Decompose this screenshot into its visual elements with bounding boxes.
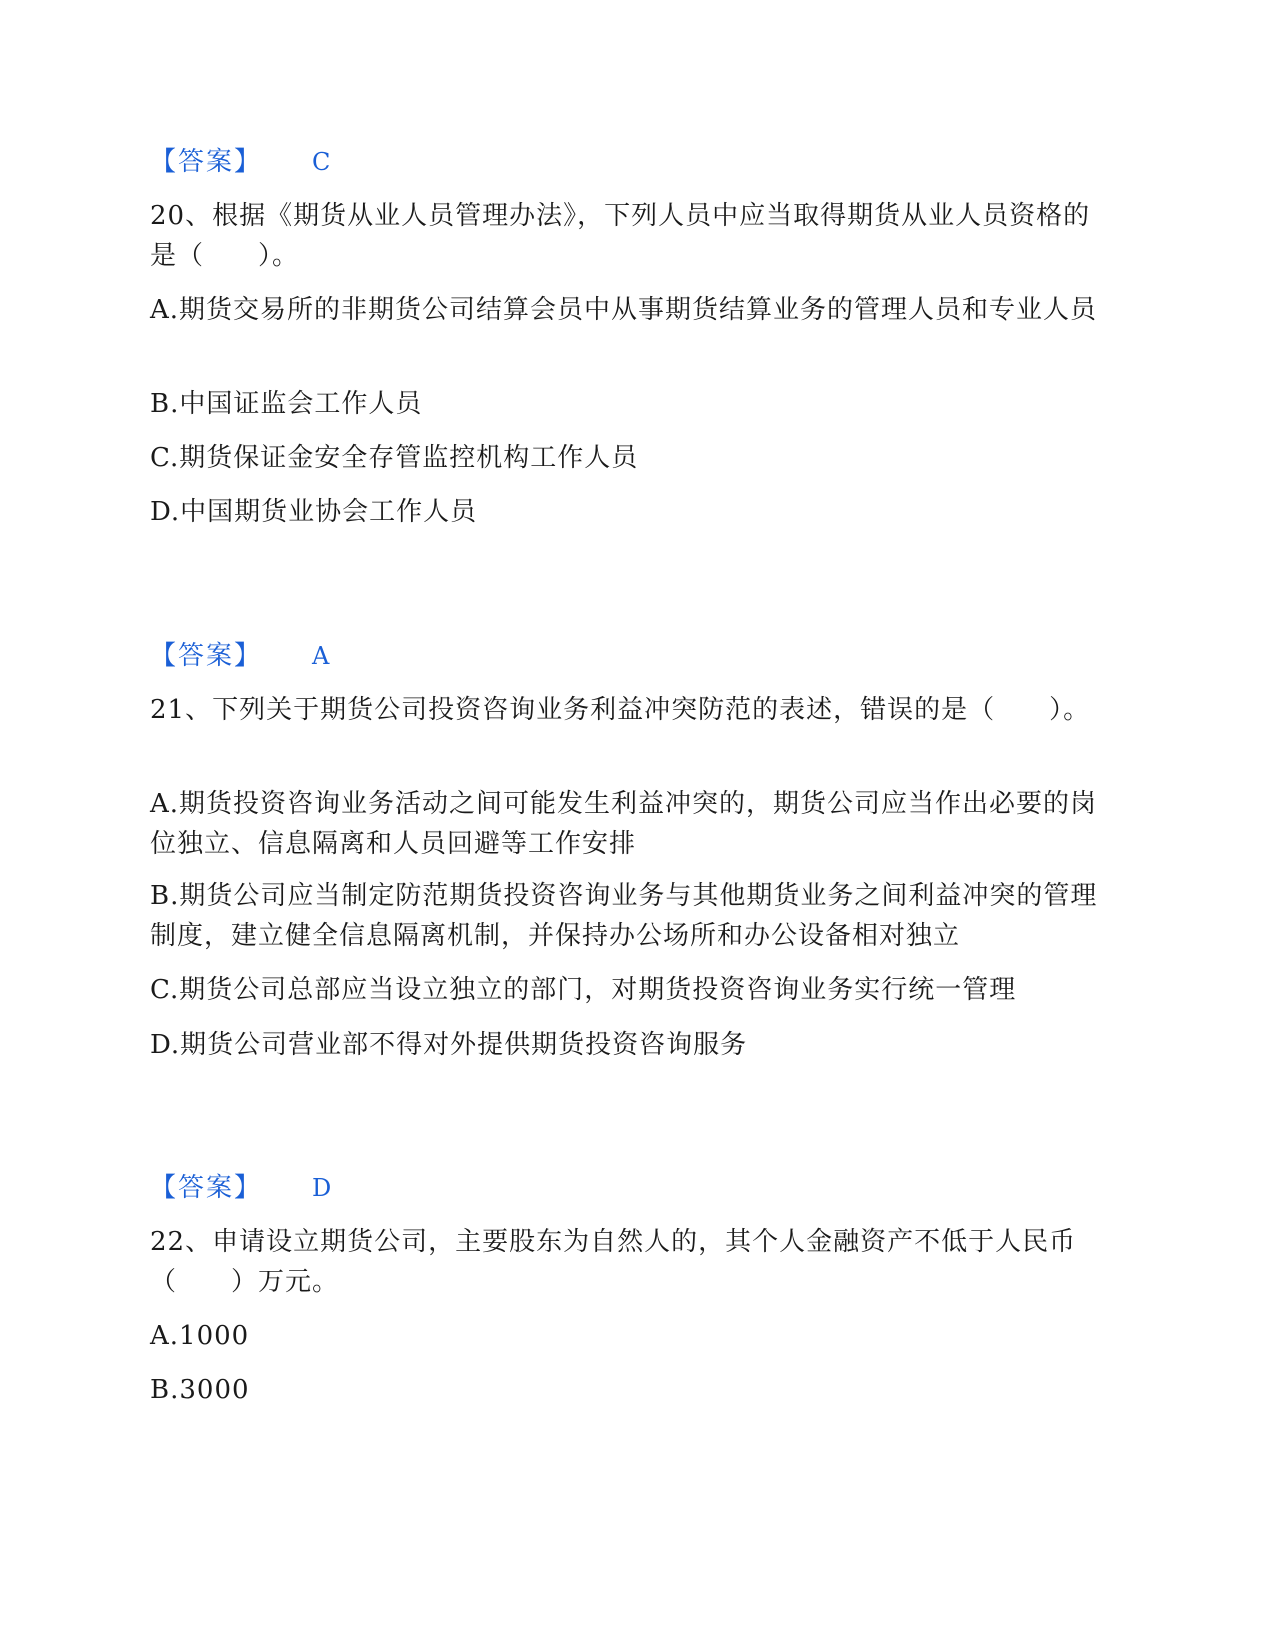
question-20-option-a: A.期货交易所的非期货公司结算会员中从事期货结算业务的管理人员和专业人员 [150, 295, 1098, 325]
answer-value: A [312, 642, 330, 670]
question-22-text: 22、申请设立期货公司，主要股东为自然人的，其个人金融资产不低于人民币（ ）万元。 [150, 1227, 1077, 1297]
answer-value: C [312, 148, 331, 176]
answer-value: D [312, 1174, 332, 1202]
answer-line [150, 142, 330, 182]
question-21-option-a: A.期货投资咨询业务活动之间可能发生利益冲突的，期货公司应当作出必要的岗位独立、信息隔离和人员回避等工作安排 [150, 789, 1098, 859]
question-21-option-d: D.期货公司营业部不得对外提供期货投资咨询服务 [150, 1030, 748, 1060]
answer-label: 【答案】 [150, 1173, 263, 1203]
question-22-option-b: B.3000 [150, 1375, 250, 1405]
question-21-option-b: B.期货公司应当制定防范期货投资咨询业务与其他期货业务之间利益冲突的管理制度，建立健全信息隔离机制，并保持办公场所和办公设备相对独立 [150, 881, 1098, 951]
question-22-option-a: A.1000 [150, 1321, 250, 1351]
question-21-text: 21、下列关于期货公司投资咨询业务利益冲突防范的表述，错误的是（ ）。 [150, 695, 1091, 725]
question-20-option-c: C.期货保证金安全存管监控机构工作人员 [150, 443, 639, 473]
answer-line [150, 636, 329, 676]
question-20-option-d: D.中国期货业协会工作人员 [150, 497, 478, 527]
answer-line [150, 1168, 331, 1208]
answer-label: 【答案】 [150, 641, 263, 671]
question-21-option-c: C.期货公司总部应当设立独立的部门，对期货投资咨询业务实行统一管理 [150, 975, 1017, 1005]
answer-label: 【答案】 [150, 147, 263, 177]
question-20-text: 20、根据《期货从业人员管理办法》，下列人员中应当取得期货从业人员资格的是（ ）。 [150, 201, 1091, 271]
question-20-option-b: B.中国证监会工作人员 [150, 389, 423, 419]
